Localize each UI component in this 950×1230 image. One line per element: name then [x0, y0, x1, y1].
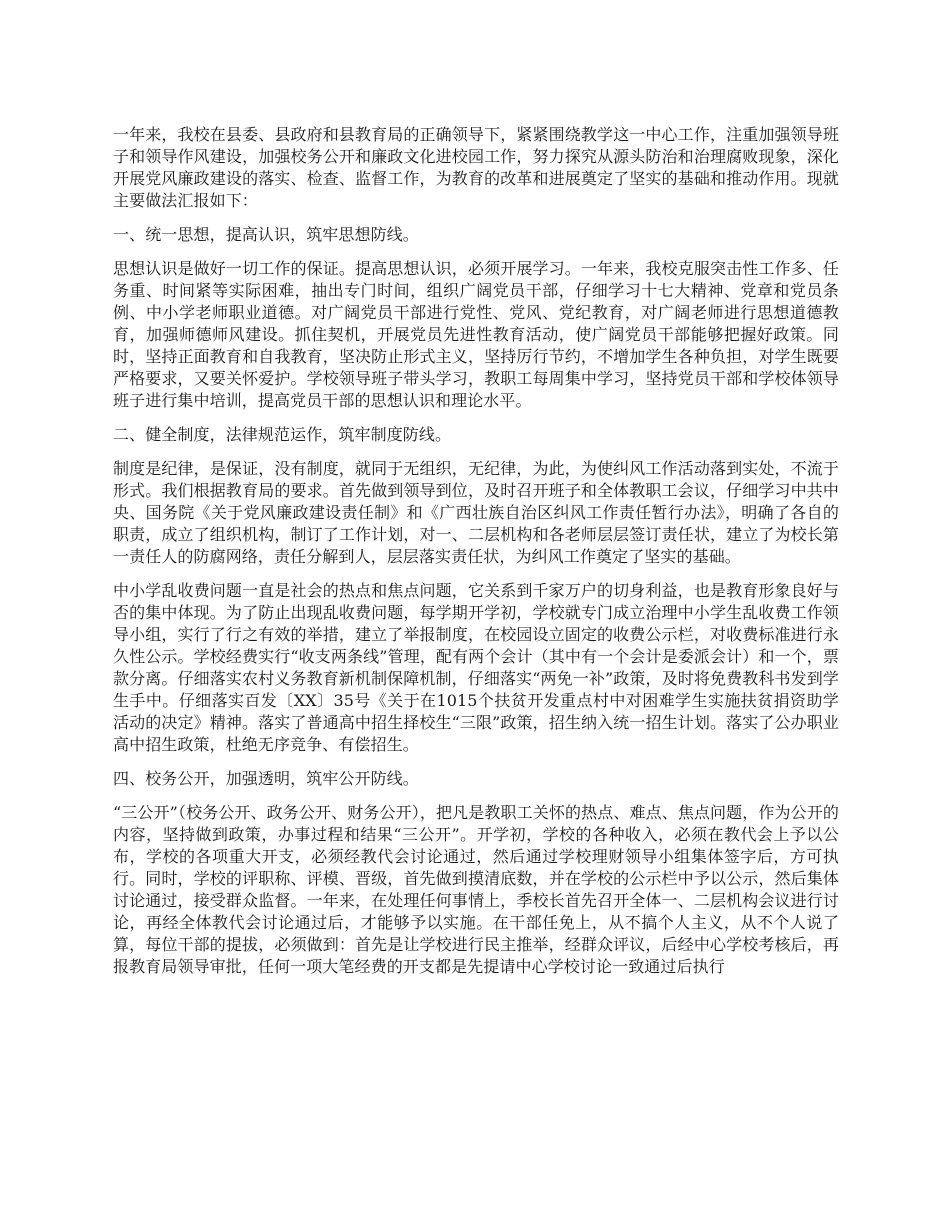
- intro-paragraph: 一年来，我校在县委、县政府和县教育局的正确领导下，紧紧围绕教学这一中心工作，注重加强领导班子和领导作风建设，加强校务公开和廉政文化进校园工作，努力探究从源头防治和治理腐败现象，深化开展党风廉政建设的落实、检查、监督工作，为教育的改革和进展奠定了坚实的基础和推动作用。现就主要做法汇报如下：: [113, 125, 839, 210]
- section-2-paragraph-1: 制度是纪律，是保证，没有制度，就同于无组织，无纪律，为此，为使纠风工作活动落到实处，不流于形式。我们根据教育局的要求。首先做到领导到位，及时召开班子和全体教职工会议，仔细学习中共中央、国务院《关于党风廉政建设责任制》和《广西壮族自治区纠风工作责任暂行办法》，明确了各自的职责，成立了组织机构，制订了工作计划，对一、二层机构和各老师层层签订责任状，建立了为校长第一责任人的防腐网络，责任分解到人，层层落实责任状，为纠风工作奠定了坚实的基础。: [113, 459, 839, 566]
- section-1-paragraph: 思想认识是做好一切工作的保证。提高思想认识，必须开展学习。一年来，我校克服突击性工作多、任务重、时间紧等实际困难，抽出专门时间，组织广阔党员干部，仔细学习十七大精神、党章和党员条例、中小学老师职业道德。对广阔党员干部进行党性、党风、党纪教育，对广阔老师进行思想道德教育，加强师德师风建设。抓住契机，开展党员先进性教育活动，使广阔党员干部能够把握好政策。同时，坚持正面教育和自我教育，坚决防止形式主义，坚持厉行节约，不增加学生各种负担，对学生既要严格要求，又要关怀爱护。学校领导班子带头学习，教职工每周集中学习，坚持党员干部和学校体领导班子进行集中培训，提高党员干部的思想认识和理论水平。: [113, 259, 839, 410]
- section-2-paragraph-2: 中小学乱收费问题一直是社会的热点和焦点问题，它关系到千家万户的切身利益，也是教育形象良好与否的集中体现。为了防止出现乱收费问题，每学期开学初，学校就专门成立治理中小学生乱收费工作领导小组，实行了行之有效的举措，建立了举报制度，在校园设立固定的收费公示栏，对收费标准进行永久性公示。学校经费实行“收支两条线”管理，配有两个会计（其中有一个会计是委派会计）和一个，票款分离。仔细落实农村义务教育新机制保障机制，仔细落实“两免一补”政策，及时将免费教科书发到学生手中。仔细落实百发〔XX〕35号《关于在1015个扶贫开发重点村中对困难学生实施扶贫捐资助学活动的决定》精神。落实了普通高中招生择校生“三限”政策，招生纳入统一招生计划。落实了公办职业高中招生政策，杜绝无序竞争、有偿招生。: [113, 581, 839, 754]
- section-heading-2: 二、健全制度，法律规范运作，筑牢制度防线。: [113, 425, 452, 444]
- section-heading-4: 四、校务公开，加强透明，筑牢公开防线。: [113, 769, 419, 788]
- section-heading-1: 一、统一思想，提高认识，筑牢思想防线。: [113, 225, 419, 244]
- document-body: [113, 124, 839, 990]
- section-4-paragraph: “三公开”（校务公开、政务公开、财务公开），把凡是教职工关怀的热点、难点、焦点问题，作为公开的内容，坚持做到政策，办事过程和结果“三公开”。开学初，学校的各种收入，必须在教代会上予以公布，学校的各项重大开支，必须经教代会讨论通过，然后通过学校理财领导小组集体签字后，方可执行。同时，学校的评职称、评模、晋级，首先做到摸清底数，并在学校的公示栏中予以公示，然后集体讨论通过，接受群众监督。一年来，在处理任何事情上，季校长首先召开全体一、二层机构会议进行讨论，再经全体教代会讨论通过后，才能够予以实施。在干部任免上，从不搞个人主义，从不个人说了算，每位干部的提拔，必须做到：首先是让学校进行民主推举，经群众评议，后经中心学校考核后，再报教育局领导审批，任何一项大笔经费的开支都是先提请中心学校讨论一致通过后执行: [113, 803, 839, 976]
